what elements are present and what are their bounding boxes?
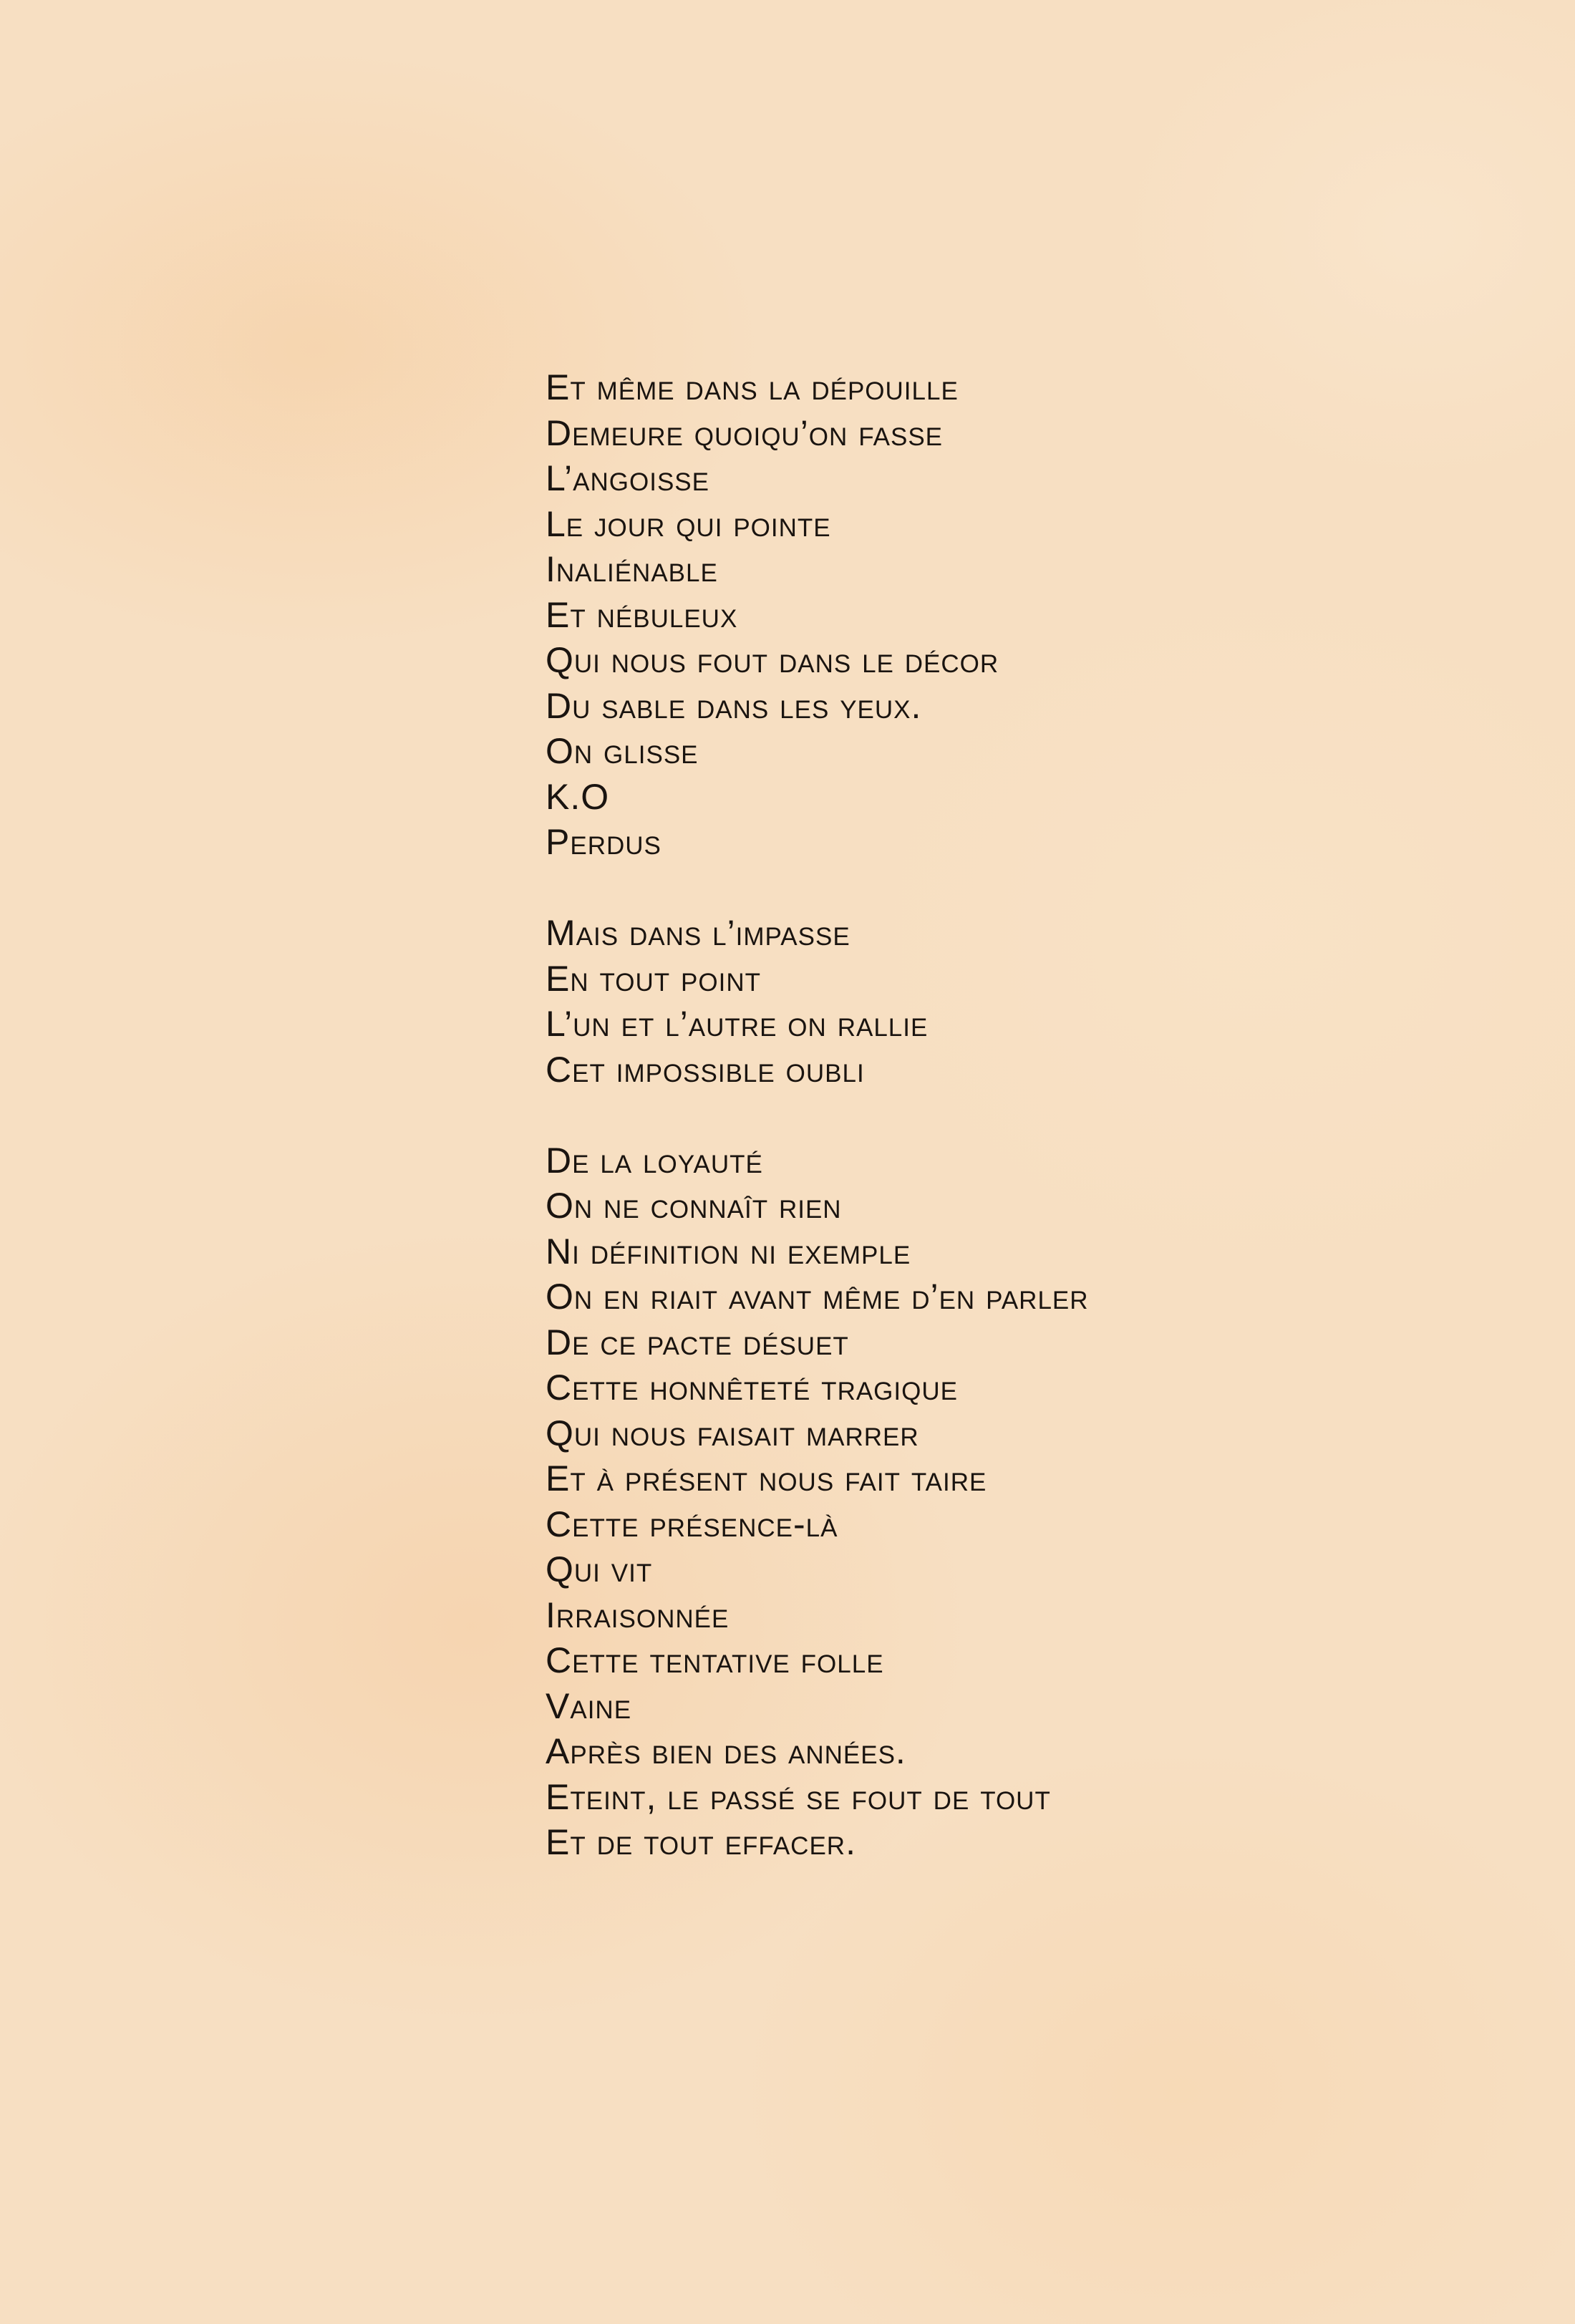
poem-line: Vaine [546, 1685, 632, 1726]
poem-line: De ce pacte désuet [546, 1322, 849, 1362]
poem-line: Demeure quoiqu’on fasse [546, 412, 944, 453]
poem-line: Mais dans l’impasse [546, 913, 850, 953]
poem-line: Et même dans la dépouille [546, 367, 959, 407]
poem-line: En tout point [546, 958, 761, 999]
poem-line: L’un et l’autre on rallie [546, 1004, 929, 1044]
poem-line: Qui nous fout dans le décor [546, 640, 999, 680]
poem-line: L’angoisse [546, 458, 709, 498]
poem-line: Eteint, le passé se fout de tout [546, 1776, 1051, 1817]
poem-line: Qui nous faisait marrer [546, 1413, 919, 1453]
poem-line: Ni définition ni exemple [546, 1231, 911, 1272]
poem-line: Cet impossible oubli [546, 1049, 865, 1090]
poem-line: Le jour qui pointe [546, 503, 831, 544]
stanza-3 [546, 1138, 1476, 1866]
poem-line: Irraisonnée [546, 1594, 730, 1635]
poem-line: Qui vit [546, 1549, 653, 1589]
poem-line: Cette tentative folle [546, 1640, 884, 1680]
poem-line: On ne connaît rien [546, 1186, 842, 1226]
poem-line: Du sable dans les yeux. [546, 685, 922, 726]
poem-line: On en riait avant même d’en parler [546, 1277, 1089, 1317]
poem-line: Et nébuleux [546, 594, 738, 635]
poem-line: Après bien des années. [546, 1731, 906, 1771]
poem-line: Perdus [546, 822, 662, 862]
poem-line: De la loyauté [546, 1140, 763, 1181]
poem-text [546, 365, 1476, 1866]
poem-line: Cette présence-là [546, 1504, 838, 1544]
poem-line: On glisse [546, 731, 699, 771]
poem-line: Et à présent nous fait taire [546, 1458, 987, 1499]
poem-line: K.O [546, 776, 610, 817]
poem-line: Et de tout effacer. [546, 1822, 856, 1862]
poem-line: Cette honnêteté tragique [546, 1367, 958, 1408]
poem-line: Inaliénable [546, 549, 718, 589]
stanza-1 [546, 365, 1476, 866]
stanza-2 [546, 911, 1476, 1093]
